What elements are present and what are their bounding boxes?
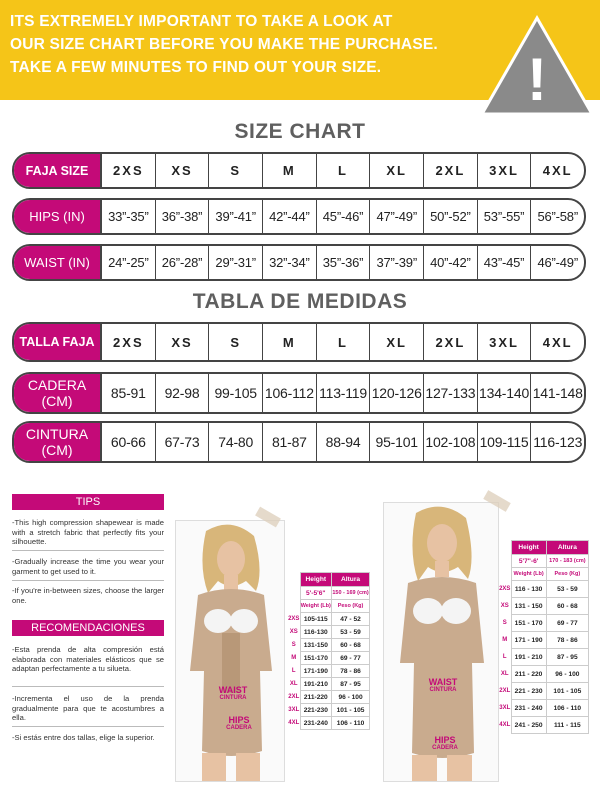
waist-text: WAIST xyxy=(218,685,248,695)
size-cell: XS xyxy=(156,154,210,187)
size-cell: 4XL xyxy=(542,334,573,350)
value-cell: 46”-49” xyxy=(537,255,578,270)
table-row: 3XL 221-230 101 - 105 xyxy=(288,704,370,717)
value-cell: 47”-49” xyxy=(370,200,424,233)
value-cell: 106-112 xyxy=(263,374,317,412)
value-cell: 60-66 xyxy=(102,423,156,461)
hips-text: HIPS xyxy=(434,735,456,745)
size-cell: S xyxy=(209,154,263,187)
value-cell: 53”-55” xyxy=(478,200,532,233)
value-cell: 95-101 xyxy=(370,423,424,461)
value-cell: 40”-42” xyxy=(424,246,478,279)
size-cell: XL xyxy=(370,324,424,360)
value-cell: 32”-34” xyxy=(263,246,317,279)
size-cell: L xyxy=(317,154,371,187)
cadera-row xyxy=(12,372,586,414)
value-cell: 24”-25” xyxy=(102,246,156,279)
hips-sub: CADERA xyxy=(432,745,458,751)
size-cell: XL xyxy=(370,154,424,187)
tip-text: -This high compression shapewear is made with a stretch fabric that perfectly fits your silhouette. xyxy=(12,518,164,547)
value-cell: 113-119 xyxy=(317,374,371,412)
right-size-table xyxy=(499,540,589,734)
row-header: TALLA FAJA xyxy=(14,324,102,360)
table-row: S 131-150 60 - 68 xyxy=(288,639,370,652)
tip-text: -If you're in-between sizes, choose the larger one. xyxy=(12,586,164,605)
warning-triangle-icon xyxy=(478,14,596,118)
model-photo-left xyxy=(175,520,285,782)
row-header: CADERA (CM) xyxy=(14,374,102,412)
table-row: 3XL 231 - 240 106 - 110 xyxy=(499,700,589,717)
value-cell: 37”-39” xyxy=(370,246,424,279)
waist-label xyxy=(208,686,258,701)
weight-header: Peso (Kg) xyxy=(332,600,370,613)
size-cell: XS xyxy=(156,324,210,360)
value-cell: 29”-31” xyxy=(209,246,263,279)
weight-header: Weight (Lb) xyxy=(511,568,546,581)
tip-text: -Incrementa el uso de la prenda gradualmente para que te acostumbres a ella. xyxy=(12,694,164,723)
divider xyxy=(12,550,164,551)
value-cell: 81-87 xyxy=(263,423,317,461)
tips-title: TIPS xyxy=(12,494,164,510)
value-cell: 88-94 xyxy=(317,423,371,461)
tip-text: -Esta prenda de alta compresión está elaborada con materiales elásticos que se adaptan perfectamente a tu silueta. xyxy=(12,645,164,674)
weight-header: Peso (Kg) xyxy=(546,568,588,581)
value-cell: 102-108 xyxy=(424,423,478,461)
hips-label xyxy=(420,736,470,751)
value-cell: 39”-41” xyxy=(209,200,263,233)
size-chart-title: SIZE CHART xyxy=(234,120,366,143)
hips-label xyxy=(214,716,264,731)
table-row: 2XS 116 - 130 53 - 59 xyxy=(499,581,589,598)
size-cell: 2XL xyxy=(424,324,478,360)
value-cell: 85-91 xyxy=(102,374,156,412)
value-cell: 120-126 xyxy=(370,374,424,412)
value-cell: 43”-45” xyxy=(478,246,532,279)
value-cell: 92-98 xyxy=(156,374,210,412)
table-row: L 171-190 78 - 86 xyxy=(288,665,370,678)
waist-text: WAIST xyxy=(428,677,458,687)
hips-sub: CADERA xyxy=(226,725,252,731)
warning-banner xyxy=(0,0,600,113)
value-cell: 50”-52” xyxy=(424,200,478,233)
size-cell: 4XL xyxy=(542,163,573,178)
size-cell: S xyxy=(209,324,263,360)
size-cell: 2XL xyxy=(424,154,478,187)
value-cell: 74-80 xyxy=(209,423,263,461)
cintura-row xyxy=(12,421,586,463)
tip-text: -Gradually increase the time you wear your garment to get used to it. xyxy=(12,557,164,576)
value-cell: 109-115 xyxy=(478,423,532,461)
size-row xyxy=(12,152,586,189)
size-cell: 3XL xyxy=(478,154,532,187)
row-header: FAJA SIZE xyxy=(14,154,102,187)
table-row: S 151 - 170 69 - 77 xyxy=(499,615,589,632)
recomendaciones-title: RECOMENDACIONES xyxy=(12,620,164,636)
divider xyxy=(12,726,164,727)
table-row: 2XS 105-115 47 - 52 xyxy=(288,613,370,626)
size-cell: 3XL xyxy=(478,324,532,360)
warning-symbol: ! xyxy=(527,46,547,113)
height-value: 170 - 183 (cm) xyxy=(546,555,588,568)
hips-text: HIPS xyxy=(228,715,250,725)
talla-row xyxy=(12,322,586,362)
divider xyxy=(12,686,164,687)
value-cell: 36”-38” xyxy=(156,200,210,233)
value-cell: 99-105 xyxy=(209,374,263,412)
waist-label xyxy=(418,678,468,693)
row-header: WAIST (IN) xyxy=(14,246,102,279)
table-row: 4XL 231-240 106 - 110 xyxy=(288,717,370,730)
banner-line: TAKE A FEW MINUTES TO FIND OUT YOUR SIZE. xyxy=(10,59,382,76)
table-row: 4XL 241 - 250 111 - 115 xyxy=(499,717,589,734)
banner-line: OUR SIZE CHART BEFORE YOU MAKE THE PURCHASE. xyxy=(10,36,438,53)
waist-sub: CINTURA xyxy=(219,695,247,701)
value-cell: 56”-58” xyxy=(537,209,578,224)
banner-line: ITS EXTREMELY IMPORTANT TO TAKE A LOOK AT xyxy=(10,13,393,30)
value-cell: 141-148 xyxy=(532,385,583,401)
table-header: Altura xyxy=(332,573,370,587)
divider xyxy=(12,580,164,581)
table-row: XS 116-130 53 - 59 xyxy=(288,626,370,639)
table-row: M 151-170 69 - 77 xyxy=(288,652,370,665)
value-cell: 35”-36” xyxy=(317,246,371,279)
table-row: XL 211 - 220 96 - 100 xyxy=(499,666,589,683)
value-cell: 42”-44” xyxy=(263,200,317,233)
table-header: Height xyxy=(511,541,546,555)
height-value: 150 - 169 (cm) xyxy=(332,587,370,600)
size-cell: 2XS xyxy=(102,154,156,187)
size-cell: 2XS xyxy=(102,324,156,360)
value-cell: 127-133 xyxy=(424,374,478,412)
table-header: Height xyxy=(300,573,332,587)
tip-text: -Si estás entre dos tallas, elige la superior. xyxy=(12,733,155,742)
left-size-table xyxy=(288,572,370,730)
table-row: XL 191-210 87 - 95 xyxy=(288,678,370,691)
value-cell: 45”-46” xyxy=(317,200,371,233)
table-row: 2XL 211-220 96 - 100 xyxy=(288,691,370,704)
value-cell: 26”-28” xyxy=(156,246,210,279)
table-row: XS 131 - 150 60 - 68 xyxy=(499,598,589,615)
table-header: Altura xyxy=(546,541,588,555)
table-row: 2XL 221 - 230 101 - 105 xyxy=(499,683,589,700)
row-header: CINTURA (CM) xyxy=(14,423,102,461)
hips-row xyxy=(12,198,586,235)
waist-row xyxy=(12,244,586,281)
size-cell: M xyxy=(263,154,317,187)
value-cell: 33”-35” xyxy=(102,200,156,233)
value-cell: 67-73 xyxy=(156,423,210,461)
banner-text xyxy=(10,10,510,79)
table-row: M 171 - 190 78 - 86 xyxy=(499,632,589,649)
weight-header: Weight (Lb) xyxy=(300,600,332,613)
height-value: 5'-5'6" xyxy=(300,587,332,600)
value-cell: 134-140 xyxy=(478,374,532,412)
model-figure xyxy=(176,521,285,782)
tabla-title: TABLA DE MEDIDAS xyxy=(192,290,408,313)
row-header: HIPS (IN) xyxy=(14,200,102,233)
height-value: 5'7"-6' xyxy=(511,555,546,568)
table-row: L 191 - 210 87 - 95 xyxy=(499,649,589,666)
waist-sub: CINTURA xyxy=(429,687,457,693)
size-cell: L xyxy=(317,324,371,360)
size-cell: M xyxy=(263,324,317,360)
value-cell: 116-123 xyxy=(533,434,583,450)
